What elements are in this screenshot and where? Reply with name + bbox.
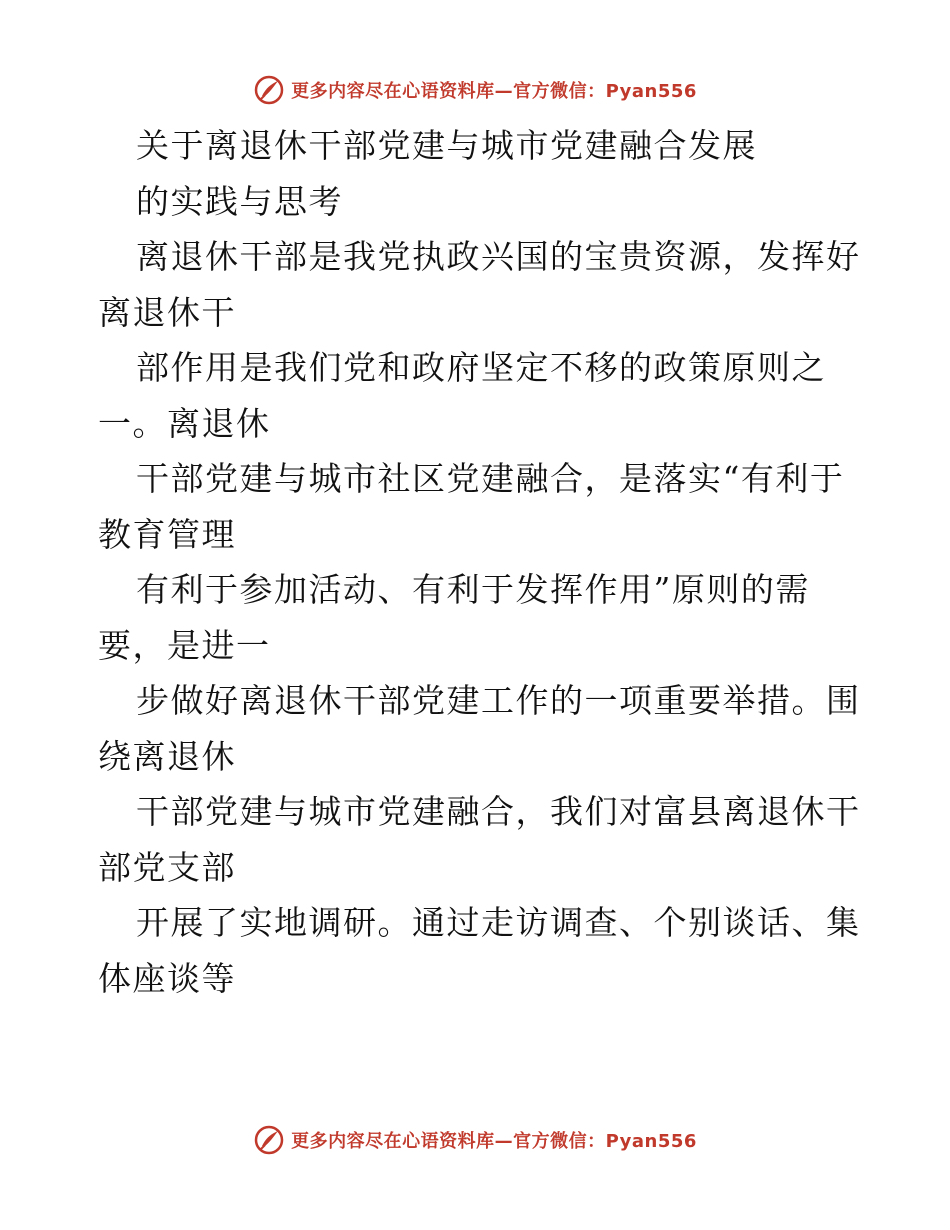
paragraph-line: 体座谈等 [98, 958, 236, 998]
quill-logo-icon [253, 1124, 285, 1156]
paragraph-line: 一。离退休 [98, 403, 271, 443]
paragraph-line: 有利于参加活动、有利于发挥作用”原则的需 [136, 570, 810, 609]
document-body [98, 118, 861, 1006]
title-line-1: 关于离退休干部党建与城市党建融合发展 [136, 126, 757, 165]
paragraph-line: 干部党建与城市社区党建融合，是落实“有利于 [136, 459, 845, 498]
paragraph-line: 绕离退休 [98, 736, 236, 776]
paragraph-line: 干部党建与城市党建融合，我们对富县离退休干 [136, 792, 861, 831]
paragraph-line: 部作用是我们党和政府坚定不移的政策原则之 [136, 348, 826, 387]
paragraph-line: 教育管理 [98, 514, 236, 554]
paragraph-line: 离退休干部是我党执政兴国的宝贵资源，发挥好 [136, 237, 861, 276]
paragraph-line: 离退休干 [98, 292, 236, 332]
watermark-text: 更多内容尽在心语资料库—官方微信：Pyan556 [291, 81, 697, 102]
paragraph-line: 要，是进一 [98, 625, 271, 665]
quill-logo-icon [253, 74, 285, 106]
watermark-text: 更多内容尽在心语资料库—官方微信：Pyan556 [291, 1131, 697, 1152]
paragraph-line: 步做好离退休干部党建工作的一项重要举措。围 [136, 681, 861, 720]
footer-watermark [0, 1120, 950, 1160]
title-line-2: 的实践与思考 [136, 181, 343, 221]
header-watermark [0, 70, 950, 110]
paragraph-line: 部党支部 [98, 847, 236, 887]
paragraph-line: 开展了实地调研。通过走访调查、个别谈话、集 [136, 903, 861, 942]
